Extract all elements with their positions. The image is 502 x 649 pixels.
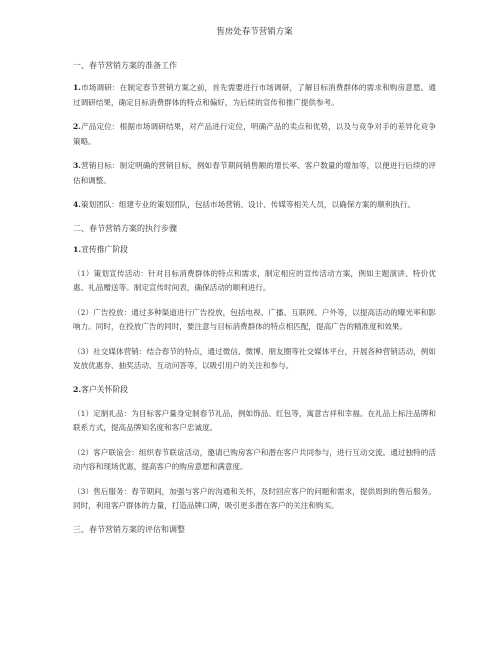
item-number: 4. — [73, 200, 81, 209]
item-number: 3. — [73, 161, 81, 170]
list-item — [73, 120, 436, 149]
list-item: （2）客户联谊会：组织春节联谊活动，邀请已购房客户和潜在客户共同参与，进行互动交流。通过独特的活动内容和现场优惠，提高客户的购房意愿和满意度。 — [73, 447, 436, 471]
list-item: （3）社交媒体营销：结合春节的特点，通过微信、微博、朋友圈等社交媒体平台，开展各种营销活动，例如发放优惠券、抽奖活动、互动问答等，以吸引用户的关注和参与。 — [73, 346, 436, 370]
subsection-label: 宣传推广阶段 — [81, 244, 128, 254]
section-heading-2: 二、春节营销方案的执行步骤 — [73, 223, 177, 233]
list-item: （1）定制礼品：为目标客户量身定制春节礼品，例如饰品、红包等，寓意吉祥和幸福。在礼品上标注品牌和联系方式，提高品牌知名度和客户忠诚度。 — [73, 408, 436, 432]
list-item — [73, 198, 436, 213]
list-item — [73, 159, 436, 188]
subsection-heading — [73, 244, 436, 256]
page-title: 售房处春节营销方案 — [216, 27, 293, 37]
section-heading-3: 三、春节营销方案的评估和调整 — [73, 524, 185, 534]
list-item: （2）广告投放：通过多种渠道进行广告投放，包括电视、广播、互联网、户外等，以提高活动的曝光率和影响力。同时，在投放广告的同时，要注意与目标消费群体的特点相匹配，提高广告的精准度和效果。 — [73, 307, 436, 331]
item-number: 1. — [73, 83, 81, 92]
subsection-label: 客户关怀阶段 — [81, 384, 128, 394]
list-item: （3）售后服务：春节期间，加强与客户的沟通和关怀，及时回应客户的问题和需求，提供周到的售后服务。同时，利用客户群体的力量，打造品牌口碑，吸引更多潜在客户的关注和购买。 — [73, 486, 436, 510]
list-item — [73, 81, 436, 110]
subsection-number: 2. — [73, 384, 82, 394]
item-text: 市场调研：在制定春节营销方案之前，首先需要进行市场调研，了解目标消费群体的需求和购房意愿。通过调研结果，确定目标消费群体的特点和偏好，为后续的宣传和推广提供参考。 — [73, 83, 436, 107]
subsection-heading — [73, 384, 436, 396]
item-text: 产品定位：根据市场调研结果，对产品进行定位，明确产品的卖点和优势，以及与竞争对手的差异化竞争策略。 — [73, 122, 436, 146]
item-number: 2. — [73, 122, 81, 131]
list-item: （1）策划宣传活动：针对目标消费群体的特点和需求，制定相应的宣传活动方案，例如主题演讲、特价优惠、礼品赠送等。制定宣传时间表，确保活动的顺利进行。 — [73, 268, 436, 292]
item-text: 策划团队：组建专业的策划团队，包括市场营销、设计、传媒等相关人员，以确保方案的顺利执行。 — [80, 200, 416, 209]
subsection-number: 1. — [73, 244, 82, 254]
item-text: 营销目标：制定明确的营销目标，例如春节期间销售额的增长率、客户数量的增加等，以便进行后续的评估和调整。 — [73, 161, 436, 185]
section-heading-1: 一、春节营销方案的准备工作 — [73, 61, 177, 70]
